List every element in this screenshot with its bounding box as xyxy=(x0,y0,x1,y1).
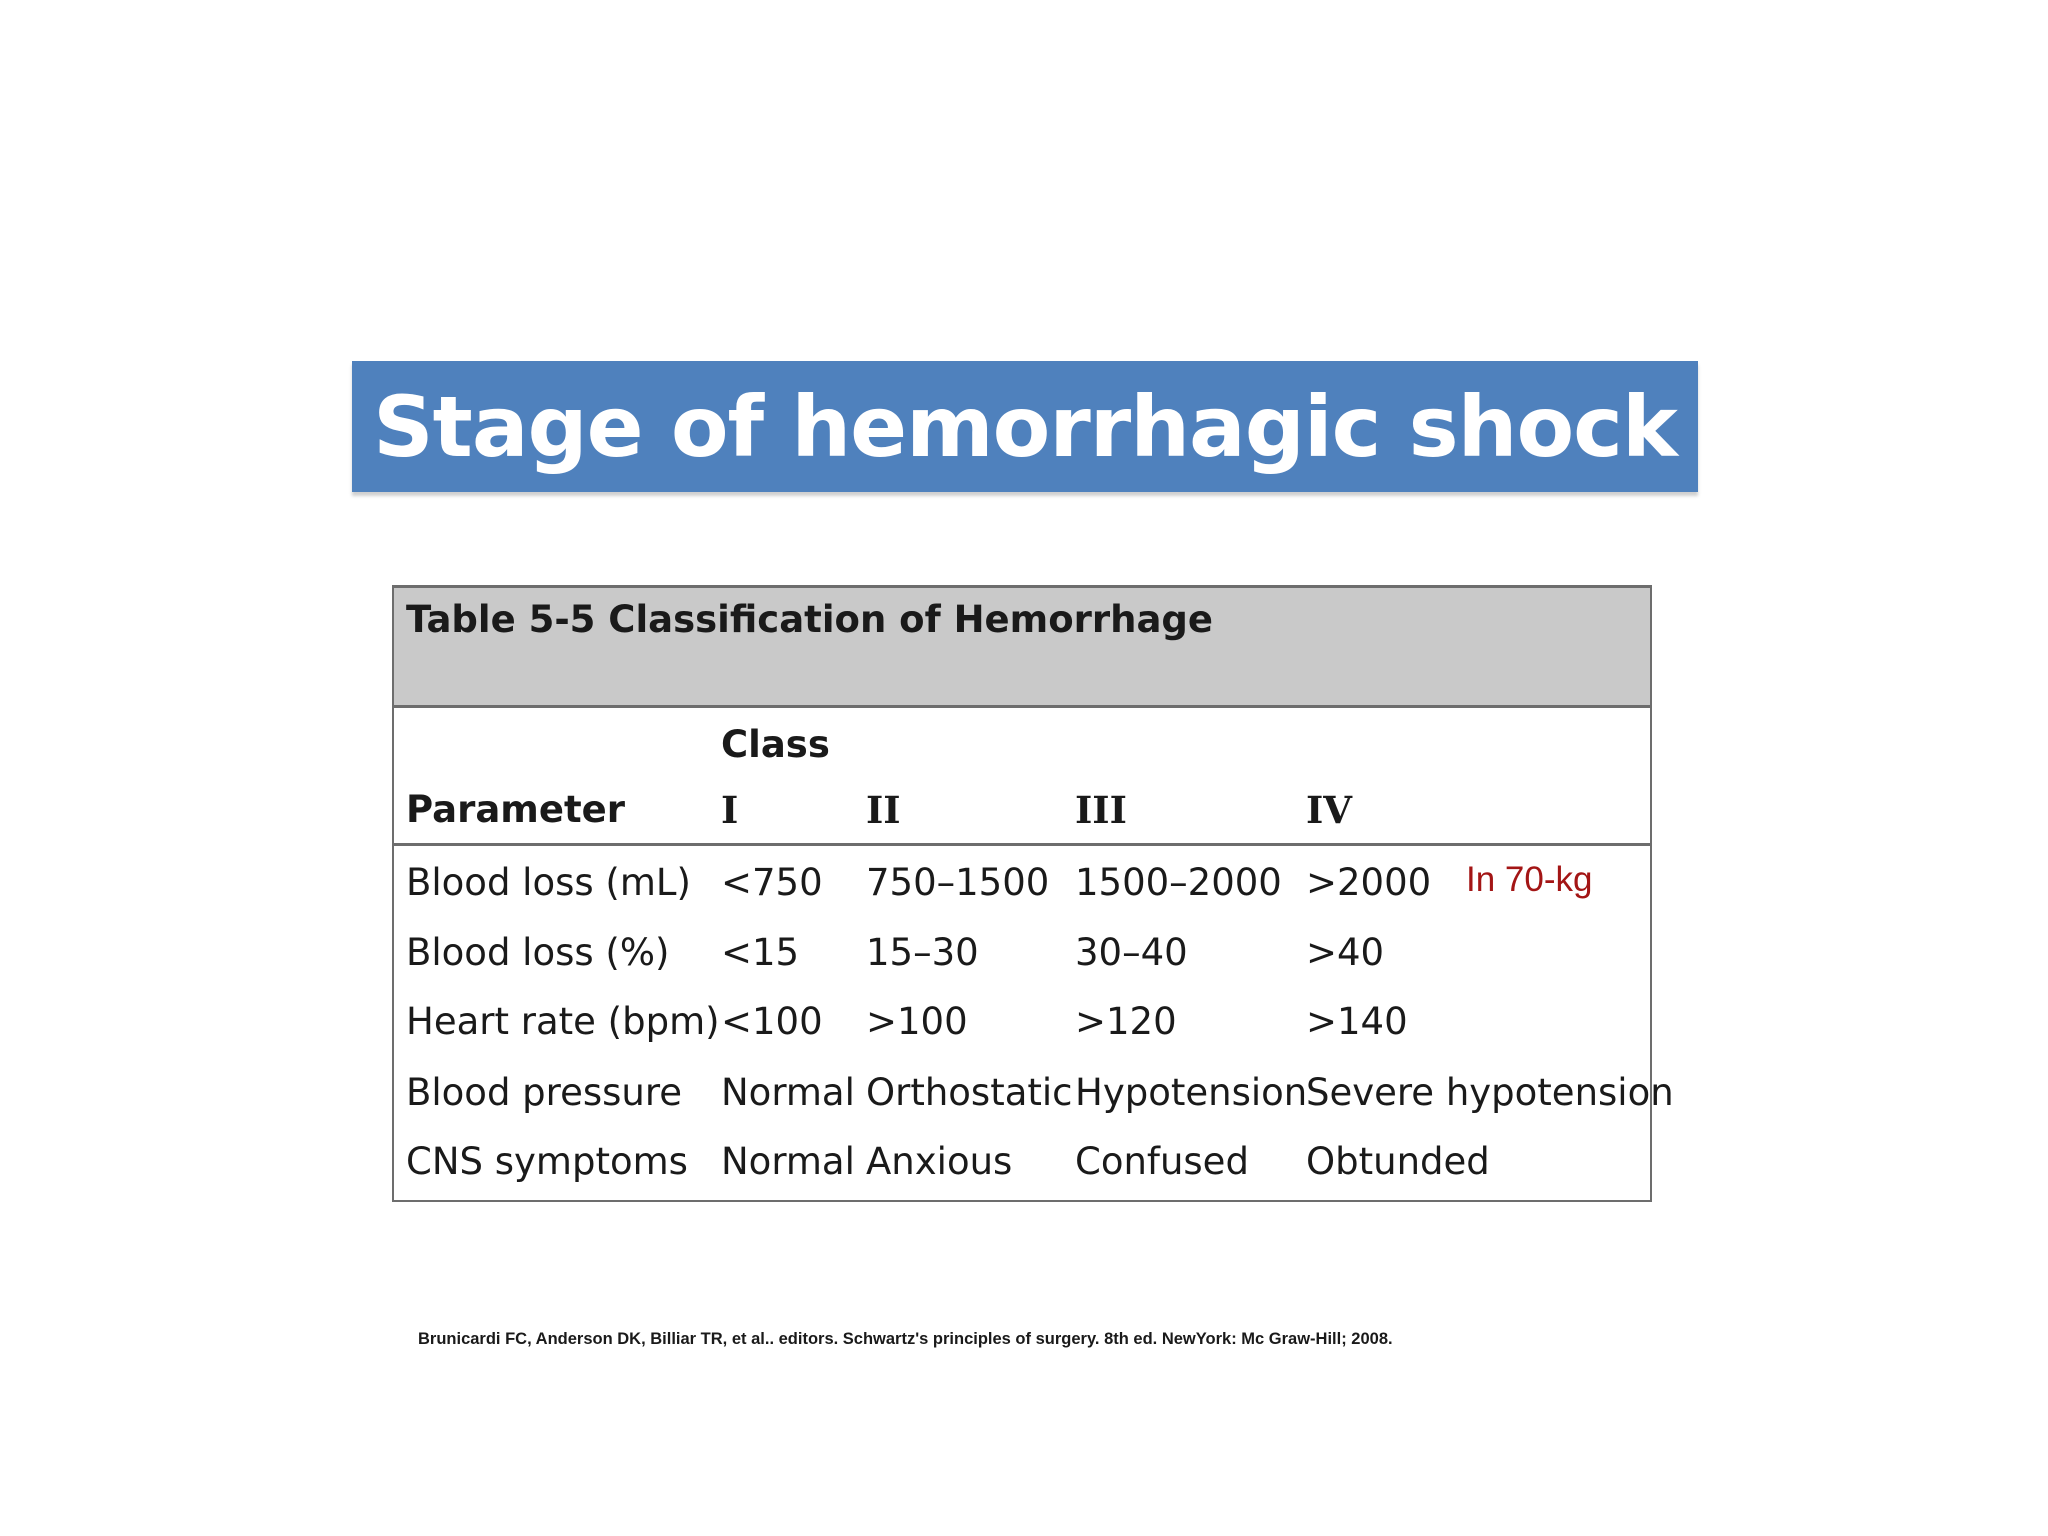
table-row-blood-pressure xyxy=(394,1071,1674,1131)
cell-class-iii: 1500–2000 xyxy=(1075,861,1282,904)
table-row-blood-loss-percent xyxy=(394,931,1650,991)
weight-note: In 70-kg xyxy=(1466,860,1593,899)
table-row-cns-symptoms xyxy=(394,1140,1650,1200)
cell-class-iii: >120 xyxy=(1075,1000,1177,1043)
slide-title: Stage of hemorrhagic shock xyxy=(373,377,1677,476)
cell-class-ii: 15–30 xyxy=(866,931,979,974)
cell-class-ii: Orthostatic xyxy=(866,1071,1073,1114)
cell-class-i: <750 xyxy=(721,861,823,904)
cell-class-ii: >100 xyxy=(866,1000,968,1043)
cell-class-iv: >40 xyxy=(1306,931,1385,974)
class-group-header: Class xyxy=(721,723,830,766)
table-row-heart-rate xyxy=(394,1000,1650,1060)
cell-class-i: Normal xyxy=(721,1140,855,1183)
cell-class-ii: 750–1500 xyxy=(866,861,1050,904)
table-caption-text: Table 5-5 Classification of Hemorrhage xyxy=(406,598,1213,641)
cell-class-i: <100 xyxy=(721,1000,823,1043)
cell-class-i: Normal xyxy=(721,1071,855,1114)
cell-class-iv: Obtunded xyxy=(1306,1140,1490,1183)
cell-class-iii: 30–40 xyxy=(1075,931,1188,974)
header-parameter: Parameter xyxy=(406,788,625,831)
cell-class-iv: Severe hypotension xyxy=(1306,1071,1674,1114)
cell-class-iv: >2000 xyxy=(1306,861,1432,904)
header-class-iv: IV xyxy=(1306,788,1353,832)
row-label: Blood loss (mL) xyxy=(406,861,691,904)
row-label: Blood loss (%) xyxy=(406,931,670,974)
table-row-blood-loss-ml xyxy=(394,861,1650,921)
header-class-ii: II xyxy=(866,788,901,832)
title-banner xyxy=(352,361,1698,492)
row-label: Heart rate (bpm) xyxy=(406,1000,720,1043)
row-label: CNS symptoms xyxy=(406,1140,688,1183)
hemorrhage-classification-table xyxy=(392,585,1674,1202)
header-class-iii: III xyxy=(1075,788,1127,832)
cell-class-iii: Confused xyxy=(1075,1140,1249,1183)
table-header-row xyxy=(394,788,1650,846)
cell-class-ii: Anxious xyxy=(866,1140,1013,1183)
cell-class-iii: Hypotension xyxy=(1075,1071,1308,1114)
row-label: Blood pressure xyxy=(406,1071,683,1114)
table-caption xyxy=(394,588,1650,708)
cell-class-i: <15 xyxy=(721,931,800,974)
citation: Brunicardi FC, Anderson DK, Billiar TR, et al.. editors. Schwartz's principles of surgery. 8th ed. NewYork: Mc Graw-Hill; 2008. xyxy=(418,1330,1393,1348)
header-class-i: I xyxy=(721,788,739,832)
cell-class-iv: >140 xyxy=(1306,1000,1408,1043)
